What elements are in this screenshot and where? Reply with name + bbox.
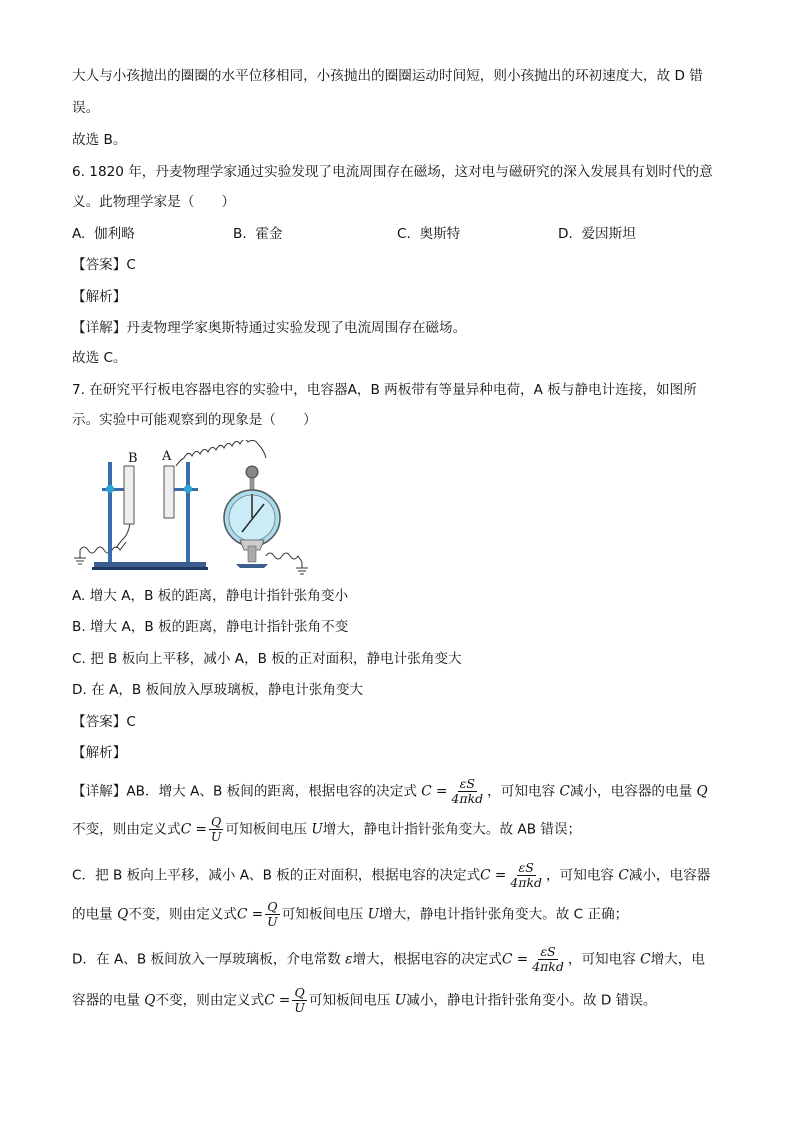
option-b: B. 增大 A，B 板的距离，静电计指针张角不变 [72,619,349,635]
explanation-d: D．在 A、B 板间放入一厚玻璃板，介电常数 ε增大，根据电容的决定式C = $\frac{\varepsilon S}{\text{4πkd}}$ ，可知电容 C增大，电 [72,944,705,974]
option-c: C. 奥斯特 [397,226,461,242]
label-b: B [128,451,138,466]
answer-line: 【答案】C [72,714,136,730]
explanation-ab: 【详解】AB．增大 A、B 板间的距离，根据电容的决定式 C = $\frac{\varepsilon S}{\text{4πkd}}$ ，可知电容 C减小，电容器的电量 Q [72,776,708,806]
ground-icon [296,562,308,574]
option-c: C. 把 B 板向上平移，减小 A，B 板的正对面积，静电计张角变大 [72,651,462,667]
text-line: 大人与小孩抛出的圈圈的水平位移相同，小孩抛出的圈圈运动时间短，则小孩抛出的环初速度大，故 D 错 [72,68,703,84]
capacitance-formula: $\frac{\varepsilon S}{\text{4πkd}}$ [532,944,564,974]
option-b: B. 霍金 [233,226,283,242]
capacitance-formula: $\frac{\varepsilon S}{\text{4πkd}}$ [451,776,484,806]
option-a: A. 增大 A，B 板的距离，静电计指针张角变小 [72,588,349,604]
explanation-c: C．把 B 板向上平移，减小 A、B 板的正对面积，根据电容的决定式C = $\frac{\varepsilon S}{\text{4πkd}}$ ，可知电容 C减小，电容器 [72,860,711,890]
explanation-c: 的电量 Q不变，则由定义式C = $\frac{Q}{U}$ 可知板间电压 U增大，静电计指针张角变大。故 C 正确； [72,899,629,929]
stand-b [108,462,112,562]
capacitor-electrometer-figure [72,440,322,580]
plate-a [164,466,174,518]
detail-line: 【详解】丹麦物理学家奥斯特通过实验发现了电流周围存在磁场。 [72,320,467,336]
option-d: D. 在 A，B 板间放入厚玻璃板，静电计张角变大 [72,682,364,698]
stand-a [186,462,190,562]
choice-line: 故选 C。 [72,350,127,366]
definition-formula: $\frac{Q}{U}$ [267,899,278,929]
definition-formula: $\frac{Q}{U}$ [294,985,305,1015]
text-line: 误。 [72,100,100,116]
question-6-stem: 义。此物理学家是（ ） [72,194,236,210]
question-7-stem: 7. 在研究平行板电容器电容的实验中，电容器A，B 两板带有等量异种电荷，A 板与静电计连接，如图所 [72,382,697,398]
option-d: D. 爱因斯坦 [558,226,636,242]
definition-formula: $\frac{Q}{U}$ [210,814,222,844]
analysis-tag: 【解析】 [72,289,127,305]
ground-icon [74,550,86,564]
capacitance-formula: $\frac{\varepsilon S}{\text{4πkd}}$ [510,860,543,890]
plate-b [124,466,134,524]
clamp-b [106,485,114,493]
explanation-d: 容器的电量 Q不变，则由定义式C = $\frac{Q}{U}$ 可知板间电压 U减小，静电计指针张角变小。故 D 错误。 [72,985,657,1015]
question-7-stem: 示。实验中可能观察到的现象是（ ） [72,412,317,428]
question-6-stem: 6. 1820 年，丹麦物理学家通过实验发现了电流周围存在磁场，这对电与磁研究的深入发展具有划时代的意 [72,164,713,180]
clamp-a [184,485,192,493]
label-a: A [162,449,172,464]
explanation-ab: 不变，则由定义式C = $\frac{Q}{U}$ 可知板间电压 U增大，静电计指针张角变大。故 AB 错误； [72,814,582,844]
answer-line: 【答案】C [72,257,136,273]
choice-line: 故选 B。 [72,132,127,148]
analysis-tag: 【解析】 [72,745,127,761]
electrometer-knob [246,466,258,478]
option-a: A. 伽利略 [72,226,135,242]
